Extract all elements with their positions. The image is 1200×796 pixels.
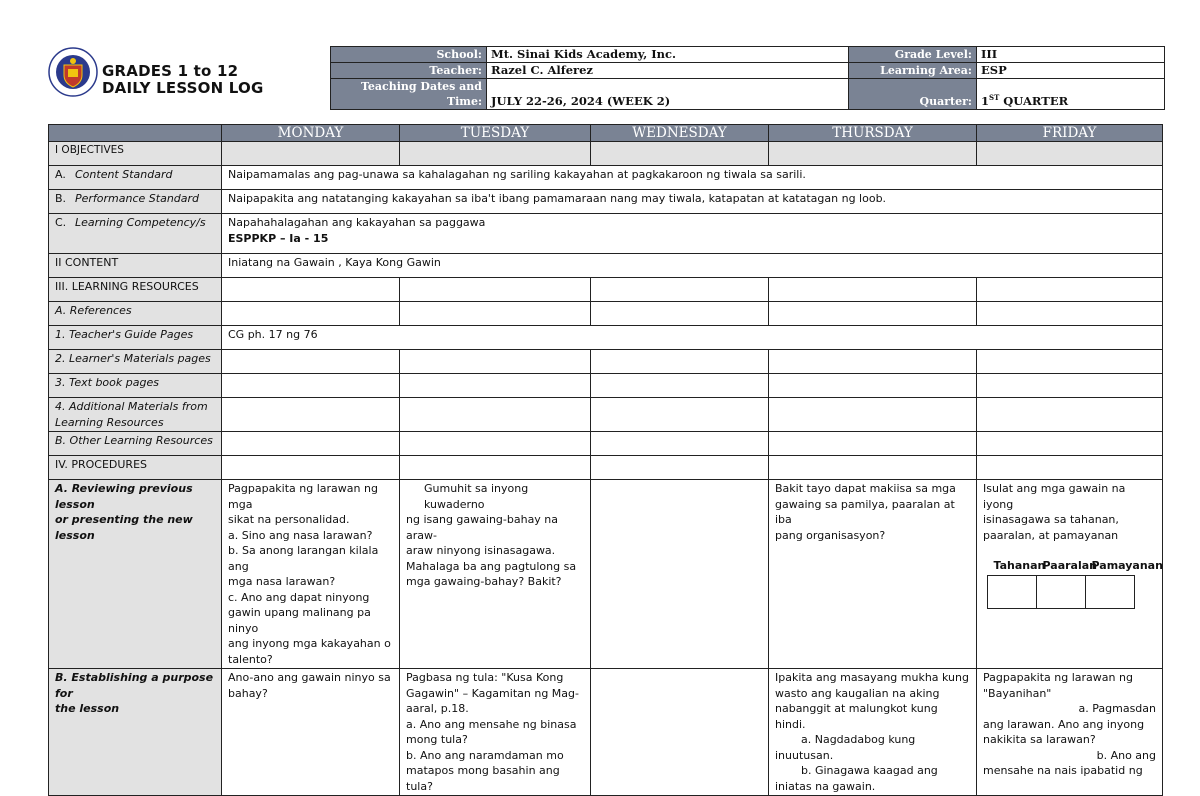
reviewing-tuesday: Gumuhit sa inyong kuwaderno ng isang gawaing-bahay na araw- araw ninyong isinasagawa. Mahalaga ba ang pagtulong sa mga gawaing-bahay? Bakit?	[400, 480, 591, 669]
performance-standard-label: B. Performance Standard	[49, 190, 222, 214]
establishing-purpose-label: B. Establishing a purpose for the lesson	[49, 669, 222, 796]
corner-cell	[49, 125, 222, 142]
table-row	[49, 214, 1163, 254]
day-header-friday: FRIDAY	[977, 125, 1163, 142]
quarter-label: Quarter:	[849, 79, 977, 110]
teaching-dates-label: Teaching Dates and Time:	[331, 79, 487, 110]
text-book-label: 3. Text book pages	[49, 374, 222, 398]
learning-resources-label: III. LEARNING RESOURCES	[49, 278, 222, 302]
table-row	[49, 326, 1163, 350]
teaching-dates-value: JULY 22-26, 2024 (WEEK 2)	[487, 79, 849, 110]
learning-area-value: ESP	[977, 63, 1165, 79]
teachers-guide-label: 1. Teacher's Guide Pages	[49, 326, 222, 350]
table-row	[49, 278, 1163, 302]
reviewing-monday: Pagpapakita ng larawan ng mga sikat na personalidad. a. Sino ang nasa larawan? b. Sa anong larangan kilala ang mga nasa larawan? c. Ano ang dapat ninyong gawin upang malinang pa ninyo ang inyong mga kakayahan o talento?	[222, 480, 400, 669]
establishing-friday: Pagpapakita ng larawan ng "Bayanihan" a. Pagmasdan ang larawan. Ano ang inyong nakikita sa larawan? b. Ano ang mensahe na nais ipabatid ng	[977, 669, 1163, 796]
table-row	[49, 302, 1163, 326]
reviewing-lesson-label: A. Reviewing previous lesson or presenting the new lesson	[49, 480, 222, 669]
table-row	[49, 142, 1163, 166]
reviewing-friday: Isulat ang mga gawain na iyong isinasagawa sa tahanan, paaralan, at pamayanan Tahanan Paaralan Pamayanan	[977, 480, 1163, 669]
additional-materials-label: 4. Additional Materials from Learning Resources	[49, 398, 222, 432]
quarter-value: 1ST QUARTER	[977, 79, 1165, 110]
deped-seal-logo	[48, 47, 98, 97]
day-header-row	[49, 125, 1163, 142]
grade-level-label: Grade Level:	[849, 47, 977, 63]
content-value: Iniatang na Gawain , Kaya Kong Gawin	[222, 254, 1163, 278]
teacher-label: Teacher:	[331, 63, 487, 79]
table-row	[49, 254, 1163, 278]
performance-standard-value: Naipapakita ang natatanging kakayahan sa iba't ibang pamamaraan nang may tiwala, katapatan at katatagan ng loob.	[222, 190, 1163, 214]
content-label: II CONTENT	[49, 254, 222, 278]
mini-activity-table: Tahanan Paaralan Pamayanan	[987, 557, 1135, 609]
header-info-table	[330, 46, 1165, 110]
document-title: GRADES 1 to 12 DAILY LESSON LOG	[102, 62, 264, 97]
learning-competency-label: C. Learning Competency/s	[49, 214, 222, 254]
content-standard-label: A. Content Standard	[49, 166, 222, 190]
other-resources-label: B. Other Learning Resources	[49, 432, 222, 456]
table-row	[49, 166, 1163, 190]
procedures-label: IV. PROCEDURES	[49, 456, 222, 480]
reviewing-thursday: Bakit tayo dapat makiisa sa mga gawaing sa pamilya, paaralan at iba pang organisasyon?	[769, 480, 977, 669]
establishing-tuesday: Pagbasa ng tula: "Kusa Kong Gagawin" – Kagamitan ng Mag- aaral, p.18. a. Ano ang mensahe ng binasa mong tula? b. Ano ang naramdaman mo matapos mong basahin ang tula?	[400, 669, 591, 796]
teachers-guide-value: CG ph. 17 ng 76	[222, 326, 1163, 350]
table-row	[49, 480, 1163, 669]
grade-level-value: III	[977, 47, 1165, 63]
table-row	[49, 432, 1163, 456]
school-value: Mt. Sinai Kids Academy, Inc.	[487, 47, 849, 63]
school-label: School:	[331, 47, 487, 63]
reviewing-wednesday	[591, 480, 769, 669]
table-row	[49, 398, 1163, 432]
objectives-label: I OBJECTIVES	[49, 142, 222, 166]
table-row	[49, 669, 1163, 796]
establishing-monday: Ano-ano ang gawain ninyo sa bahay?	[222, 669, 400, 796]
references-label: A. References	[49, 302, 222, 326]
day-header-monday: MONDAY	[222, 125, 400, 142]
establishing-thursday: Ipakita ang masayang mukha kung wasto ang kaugalian na aking nabanggit at malungkot kung hindi. a. Nagdadabog kung inuutusan. b. Ginagawa kaagad ang iniatas na gawain.	[769, 669, 977, 796]
day-header-tuesday: TUESDAY	[400, 125, 591, 142]
table-row	[49, 190, 1163, 214]
day-header-thursday: THURSDAY	[769, 125, 977, 142]
teacher-value: Razel C. Alferez	[487, 63, 849, 79]
establishing-wednesday	[591, 669, 769, 796]
table-row	[49, 374, 1163, 398]
content-standard-value: Naipamamalas ang pag-unawa sa kahalagahan ng sariling kakayahan at pagkakaroon ng tiwala sa sarili.	[222, 166, 1163, 190]
learning-competency-value: Napahahalagahan ang kakayahan sa paggawa ESPPKP – Ia - 15	[222, 214, 1163, 254]
day-header-wednesday: WEDNESDAY	[591, 125, 769, 142]
lesson-log-table	[48, 124, 1163, 796]
table-row	[49, 350, 1163, 374]
table-row	[49, 456, 1163, 480]
learning-area-label: Learning Area:	[849, 63, 977, 79]
learners-materials-label: 2. Learner's Materials pages	[49, 350, 222, 374]
